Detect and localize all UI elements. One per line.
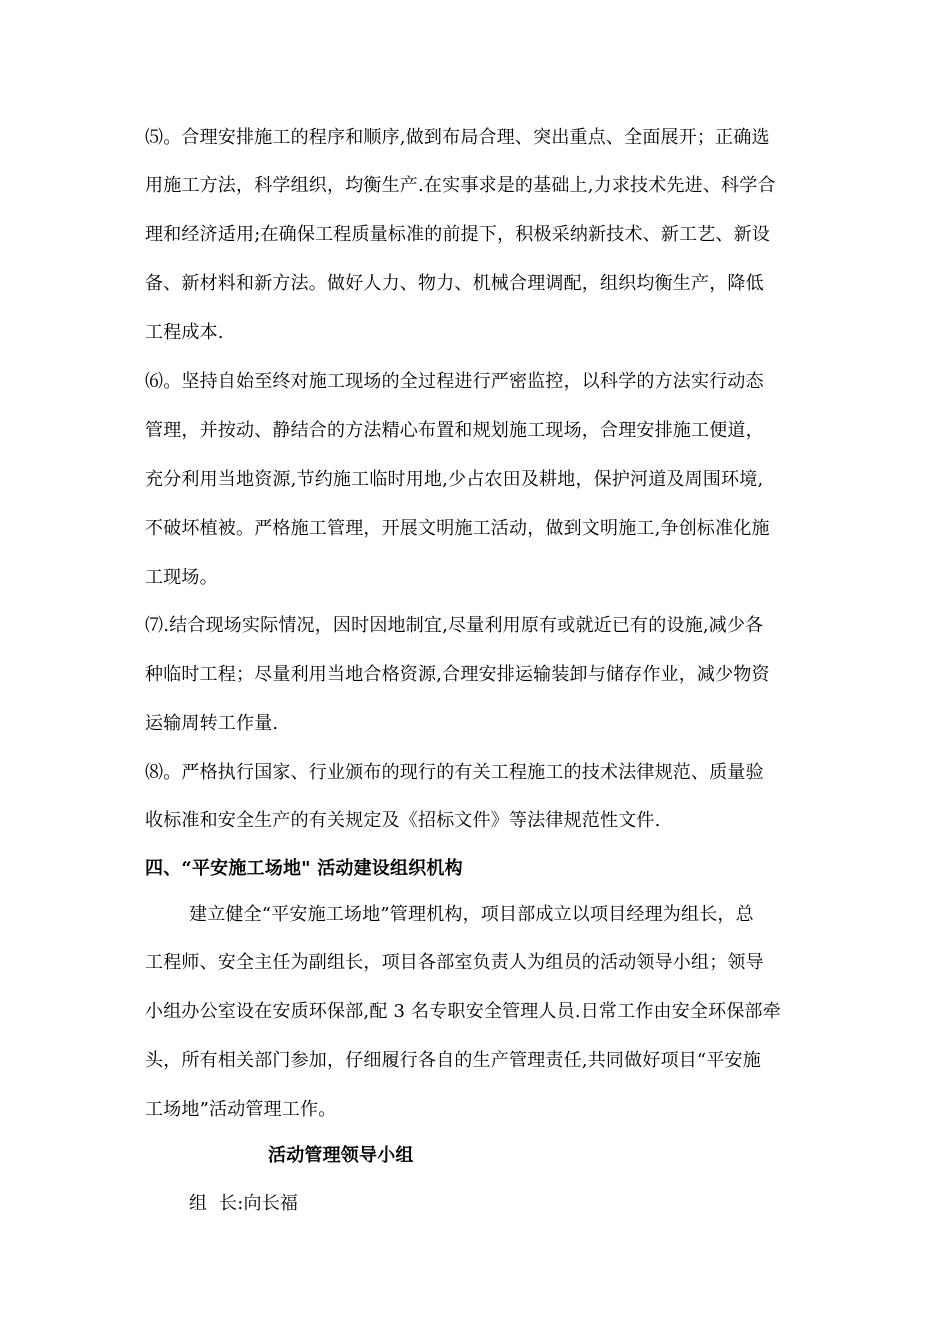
section-heading: 四、“平安施工场地" 活动建设组织机构 [145, 858, 463, 879]
p5-line-3: 理和经济适用;在确保工程质量标准的前提下，积极采纳新技术、新工艺、新设 [145, 224, 771, 245]
p5-line-4: 备、新材料和新方法。做好人力、物力、机械合理调配，组织均衡生产，降低 [145, 273, 764, 294]
section-paragraph-line-4: 头，所有相关部门参加，仔细履行各自的生产管理责任,共同做好项目“平安施 [145, 1050, 761, 1071]
section-paragraph-line-2: 工程师、安全主任为副组长，项目各部室负责人为组员的活动领导小组；领导 [145, 952, 764, 973]
section-paragraph-line-5: 工场地”活动管理工作。 [145, 1099, 337, 1120]
p7-line-3: 运输周转工作量. [145, 713, 279, 734]
p6-line-4: 不破坏植被。严格施工管理，开展文明施工活动，做到文明施工,争创标准化施 [145, 518, 770, 539]
leader-line: 组 长:向长福 [189, 1193, 299, 1214]
p5-line-1: ⑸。合理安排施工的程序和顺序,做到布局合理、突出重点、全面展开；正确选 [145, 127, 770, 148]
section-paragraph-line-3: 小组办公室设在安质环保部,配 3 名专职安全管理人员.日常工作由安全环保部牵 [145, 1001, 781, 1022]
group-title: 活动管理领导小组 [268, 1145, 414, 1166]
section-paragraph-line-1: 建立健全“平安施工场地”管理机构，项目部成立以项目经理为组长，总 [189, 904, 754, 925]
p8-line-2: 收标准和安全生产的有关规定及《招标文件》等法律规范性文件. [145, 810, 661, 831]
p6-line-3: 充分利用当地资源,节约施工临时用地,少占农田及耕地，保护河道及周围环境, [145, 469, 764, 490]
p6-line-2: 管理，并按动、静结合的方法精心布置和规划施工现场，合理安排施工便道， [145, 420, 764, 441]
p6-line-1: ⑹。坚持自始至终对施工现场的全过程进行严密监控，以科学的方法实行动态 [145, 371, 764, 392]
p7-line-2: 种临时工程；尽量利用当地合格资源,合理安排运输装卸与储存作业，减少物资 [145, 664, 770, 685]
p7-line-1: ⑺.结合现场实际情况，因时因地制宜,尽量利用原有或就近已有的设施,减少各 [145, 615, 764, 636]
p5-line-2: 用施工方法，科学组织，均衡生产.在实事求是的基础上,力求技术先进、科学合 [145, 175, 776, 196]
p6-line-5: 工现场。 [145, 567, 218, 588]
p5-line-5: 工程成本. [145, 322, 224, 343]
p8-line-1: ⑻。严格执行国家、行业颁布的现行的有关工程施工的技术法律规范、质量验 [145, 762, 764, 783]
